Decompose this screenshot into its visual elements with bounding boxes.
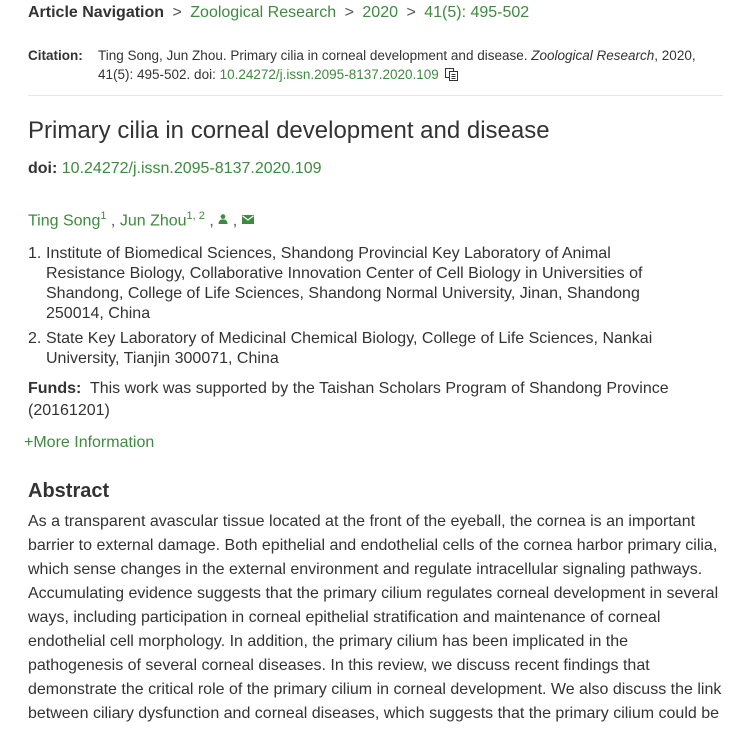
affiliation-item <box>28 244 688 324</box>
author-separator: , <box>209 212 214 230</box>
author-separator: , <box>232 212 238 230</box>
affiliation-item <box>28 329 688 369</box>
author-separator: , <box>110 212 116 230</box>
breadcrumb-year-link[interactable]: 2020 <box>362 4 398 21</box>
more-information-toggle[interactable]: +More Information <box>24 434 155 451</box>
affiliation-list <box>28 244 688 374</box>
abstract-text: As a transparent avascular tissue located at the front of the eyeball, the cornea is an important barrier to external damage. Both epithelial and endothelial cells of the cornea harbor primary cilia, which sense changes in the external environment and regulate intracellular signaling pathways. Accumulating evidence suggests that the primary cilium regulates corneal development in several ways, including participation in corneal epithelial stratification and maintenance of corneal endothelial cell morphology. In addition, the primary cilium has been implicated in the pathogenesis of several corneal diseases. In this review, we discuss recent findings that demonstrate the critical role of the primary cilium in corneal development. We also discuss the link between ciliary dysfunction and corneal diseases, which suggests that the primary cilium could be <box>28 513 722 722</box>
breadcrumb-separator: > <box>344 4 354 21</box>
affiliation-text: State Key Laboratory of Medicinal Chemical Biology, College of Life Sciences, Nankai University, Tianjin 300071, China <box>46 330 653 367</box>
abstract-heading: Abstract <box>28 480 110 502</box>
author-list <box>28 205 254 232</box>
author-affil-sup: 1 <box>100 210 107 222</box>
breadcrumb-separator: > <box>172 4 182 21</box>
citation-text-after: , 2020, 41(5): 495-502. doi: <box>98 48 696 82</box>
breadcrumb-issue-link[interactable]: 41(5): 495-502 <box>424 4 530 21</box>
author-link[interactable]: Jun Zhou <box>119 212 187 230</box>
breadcrumb <box>28 3 529 23</box>
citation-label: Citation: <box>28 48 83 63</box>
breadcrumb-title: Article Navigation <box>28 4 165 21</box>
funds-text: This work was supported by the Taishan Scholars Program of Shandong Province (20161201) <box>28 380 669 419</box>
article-title: Primary cilia in corneal development and disease <box>28 117 550 144</box>
author-link[interactable]: Ting Song <box>28 212 101 230</box>
breadcrumb-separator: > <box>406 4 416 21</box>
affiliation-text: Institute of Biomedical Sciences, Shandong Provincial Key Laboratory of Animal Resistance Biology, Collaborative Innovation Center of Cell Biology in Universities of Shandong, College of Life Sciences, Shandong Normal University, Jinan, Shandong 250014, China <box>46 245 643 322</box>
doi-link[interactable]: 10.24272/j.issn.2095-8137.2020.109 <box>61 160 322 177</box>
funds-label: Funds: <box>28 380 82 397</box>
breadcrumb-journal-link[interactable]: Zoological Research <box>190 4 337 21</box>
funds-block <box>28 378 688 422</box>
citation-block <box>28 46 723 86</box>
copy-icon[interactable] <box>445 67 459 86</box>
person-icon[interactable] <box>218 209 228 231</box>
citation-doi-link[interactable]: 10.24272/j.issn.2095-8137.2020.109 <box>219 67 439 82</box>
mail-icon[interactable] <box>242 209 254 231</box>
citation-text <box>98 46 723 86</box>
citation-journal: Zoological Research <box>531 48 655 63</box>
affiliation-number: 2. <box>28 330 42 347</box>
doi-label: doi: <box>28 160 58 177</box>
divider <box>28 95 723 96</box>
article-doi <box>28 158 322 180</box>
author-affil-sup: 1, 2 <box>186 210 205 222</box>
citation-text-before: Ting Song, Jun Zhou. Primary cilia in corneal development and disease. <box>98 48 532 63</box>
affiliation-number: 1. <box>28 245 42 262</box>
